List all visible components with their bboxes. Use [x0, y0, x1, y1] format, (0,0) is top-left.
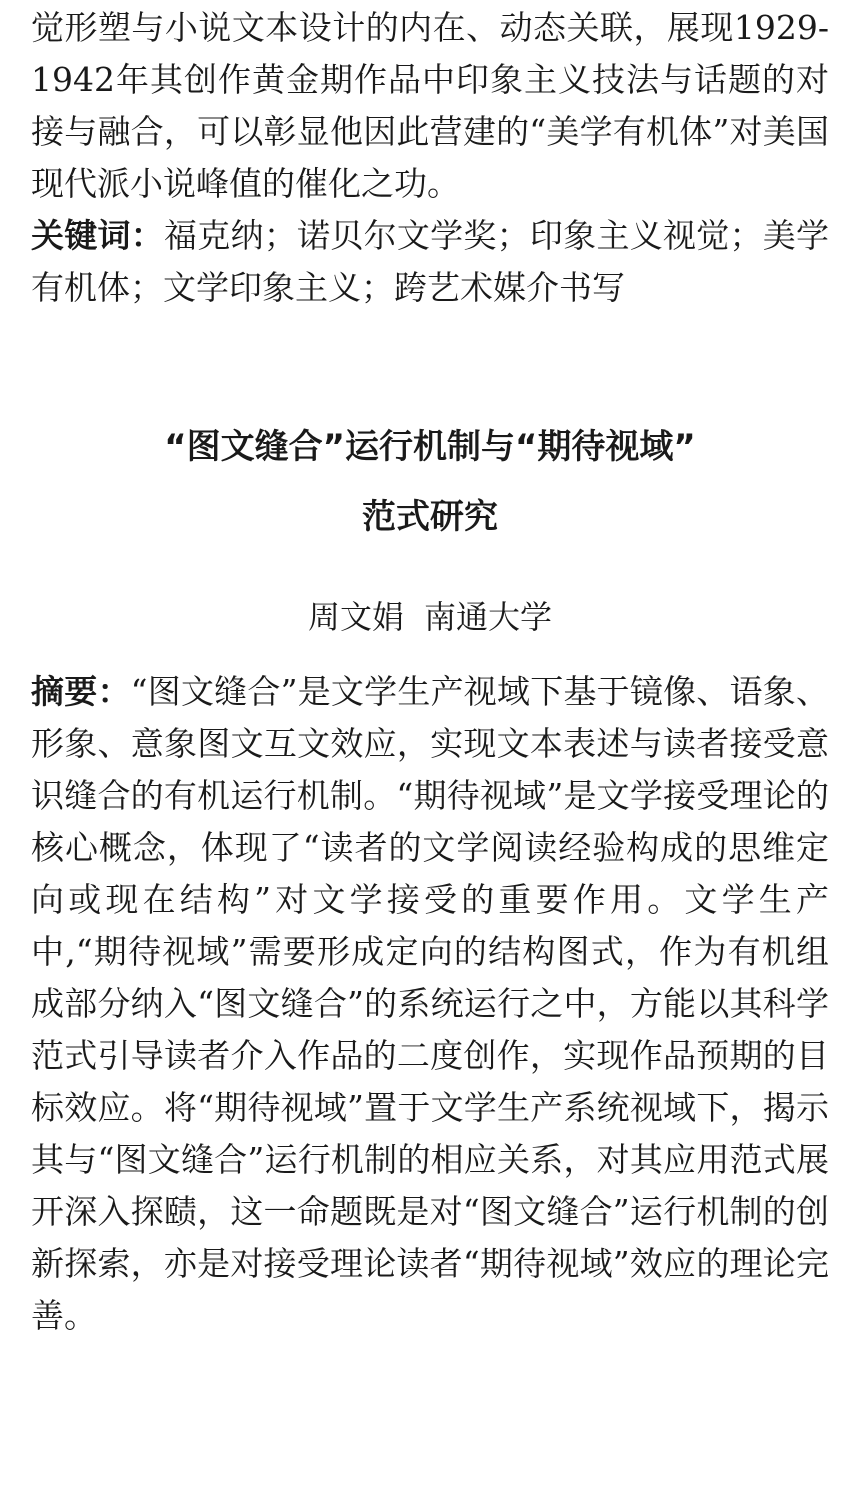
previous-keywords [31, 210, 829, 314]
author-affiliation: 南通大学 [424, 598, 553, 636]
document-page [31, 0, 829, 1342]
author-name: 周文娟 [307, 598, 404, 636]
article-title [31, 412, 829, 552]
abstract-label: 摘要： [31, 672, 131, 711]
abstract-text: “图文缝合”是文学生产视域下基于镜像、语象、形象、意象图文互文效应，实现文本表述与读者接受意识缝合的有机运行机制。“期待视域”是文学接受理论的核心概念，体现了“读者的文学阅读经验构成的思维定向或现在结构”对文学接受的重要作用。文学生产中,“期待视域”需要形成定向的结构图式，作为有机组成部分纳入“图文缝合”的系统运行之中，方能以其科学范式引导读者介入作品的二度创作，实现作品预期的目标效应。将“期待视域”置于文学生产系统视域下，揭示其与“图文缝合”运行机制的相应关系，对其应用范式展开深入探赜，这一命题既是对“图文缝合”运行机制的创新探索，亦是对接受理论读者“期待视域”效应的理论完善。 [31, 672, 829, 1335]
keywords-text: 福克纳；诺贝尔文学奖；印象主义视觉；美学有机体；文学印象主义；跨艺术媒介书写 [31, 216, 830, 307]
article-title-line-1: “图文缝合”运行机制与“期待视域” [164, 427, 696, 467]
previous-abstract-tail: 觉形塑与小说文本设计的内在、动态关联，展现1929-1942年其创作黄金期作品中印象主义技法与话题的对接与融合，可以彰显他因此营建的“美学有机体”对美国现代派小说峰值的催化之功。 [31, 8, 829, 203]
article-abstract [31, 666, 829, 1342]
article-byline [31, 592, 829, 642]
keywords-label: 关键词： [31, 216, 165, 255]
article-title-line-2: 范式研究 [362, 497, 498, 537]
